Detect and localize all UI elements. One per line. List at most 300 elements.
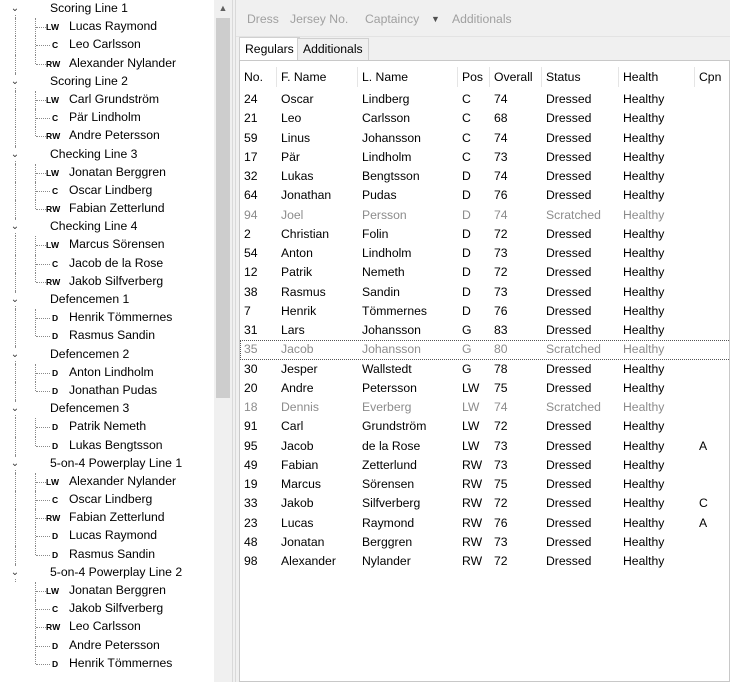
tree-player[interactable] — [0, 618, 214, 636]
tree-connector — [35, 55, 36, 64]
table-row[interactable] — [240, 437, 730, 456]
col-last-name-cell: de la Rose — [362, 438, 421, 453]
column-header-overall[interactable]: Overall — [494, 70, 533, 84]
position-badge: D — [52, 658, 59, 669]
position-badge: RW — [46, 622, 61, 633]
col-captaincy-cell — [695, 148, 699, 167]
column-header-status[interactable]: Status — [546, 70, 581, 84]
roster-toolbar — [236, 0, 730, 36]
tree-player[interactable] — [0, 327, 214, 345]
tree-group-label: 5-on-4 Powerplay Line 2 — [50, 564, 183, 579]
col-overall-cell: 78 — [494, 361, 508, 376]
column-divider[interactable] — [541, 67, 542, 87]
tree-connector — [35, 200, 36, 209]
column-divider[interactable] — [357, 67, 358, 87]
col-overall-cell: 76 — [494, 515, 508, 530]
column-header-captaincy[interactable]: Cpn — [699, 70, 722, 84]
tab-additionals[interactable]: Additionals — [297, 38, 369, 60]
tree-connector — [36, 555, 50, 556]
col-no-cell: 19 — [244, 477, 258, 491]
tree-connector — [15, 491, 16, 509]
tree-player[interactable] — [0, 182, 214, 200]
tree-player-name: Lukas Bengtsson — [69, 437, 163, 452]
tree-player[interactable] — [0, 364, 214, 382]
col-overall-cell: 75 — [494, 477, 508, 491]
position-badge: LW — [46, 586, 60, 596]
col-status-cell: Dressed — [546, 284, 592, 299]
col-pos-cell: LW — [462, 438, 480, 453]
col-pos-cell: RW — [462, 534, 483, 549]
tree-player[interactable] — [0, 255, 214, 273]
tree-connector — [15, 473, 16, 491]
col-overall-cell: 72 — [494, 496, 508, 511]
col-health-cell: Healthy — [623, 111, 665, 126]
table-row[interactable] — [240, 167, 730, 186]
tree-player-name: Lucas Raymond — [69, 528, 158, 543]
tree-group[interactable] — [0, 73, 214, 91]
table-row[interactable] — [240, 475, 730, 494]
tree-connector — [15, 418, 16, 436]
col-last-name-cell: Nemeth — [362, 265, 405, 280]
tree-player[interactable] — [0, 236, 214, 254]
table-row[interactable] — [240, 302, 730, 321]
col-first-name-cell: Patrik — [281, 265, 313, 280]
col-overall-cell: 72 — [494, 419, 508, 434]
col-pos-cell: C — [462, 130, 471, 145]
col-no-cell: 21 — [244, 111, 258, 126]
tree-connector — [15, 55, 16, 73]
table-row[interactable] — [240, 533, 730, 552]
tree-group[interactable] — [0, 291, 214, 309]
col-status-cell: Dressed — [546, 226, 592, 241]
tree-player[interactable] — [0, 273, 214, 291]
tree-group[interactable] — [0, 564, 214, 582]
tree-player-name: Jonathan Pudas — [69, 382, 158, 397]
col-last-name-cell: Silfverberg — [362, 496, 421, 511]
position-badge: RW — [46, 276, 61, 287]
captaincy-dropdown-caret-icon[interactable]: ▼ — [431, 14, 440, 24]
tree-player[interactable] — [0, 637, 214, 655]
position-badge: LW — [46, 240, 60, 251]
table-row[interactable] — [240, 456, 730, 475]
tree-player-name: Oscar Lindberg — [69, 492, 153, 507]
col-first-name-cell: Jonathan — [281, 188, 332, 203]
col-last-name-cell: Johansson — [362, 130, 421, 145]
tree-player-name: Alexander Nylander — [69, 473, 177, 488]
column-header-no[interactable]: No. — [244, 70, 263, 84]
col-status-cell: Dressed — [546, 554, 592, 568]
position-badge: D — [52, 313, 59, 324]
roster-grid — [239, 60, 730, 682]
column-header-pos[interactable]: Pos — [462, 70, 484, 84]
col-status-cell: Dressed — [546, 457, 592, 472]
col-no-cell: 12 — [244, 265, 258, 280]
col-health-cell: Healthy — [623, 342, 665, 357]
tree-player[interactable] — [0, 437, 214, 455]
col-status-cell: Dressed — [546, 438, 592, 453]
col-overall-cell: 76 — [494, 303, 508, 318]
tree-group[interactable] — [0, 146, 214, 164]
position-badge: D — [52, 385, 59, 396]
col-overall-cell: 73 — [494, 246, 508, 260]
table-row[interactable] — [240, 206, 730, 225]
col-pos-cell: D — [462, 246, 471, 260]
tree-player[interactable] — [0, 18, 214, 36]
col-captaincy-cell — [695, 456, 699, 475]
col-captaincy-cell — [695, 225, 699, 244]
tree-player[interactable] — [0, 382, 214, 400]
col-health-cell: Healthy — [623, 361, 665, 376]
col-no-cell: 35 — [244, 342, 258, 357]
col-status-cell: Dressed — [546, 515, 592, 530]
tree-player-name: Henrik Tömmernes — [69, 310, 173, 325]
col-pos-cell: D — [462, 207, 471, 222]
col-status-cell: Dressed — [546, 265, 592, 280]
col-status-cell: Dressed — [546, 111, 592, 126]
tree-connector — [15, 382, 16, 400]
col-pos-cell: G — [462, 342, 472, 357]
tree-connector — [36, 609, 50, 610]
col-first-name-cell: Rasmus — [281, 284, 326, 299]
tree-connector — [35, 327, 36, 336]
expand-chevron-icon[interactable]: ⌄ — [10, 348, 20, 360]
tree-connector — [15, 309, 16, 327]
col-last-name-cell: Johansson — [362, 323, 421, 337]
tree-connector — [35, 546, 36, 555]
col-no-cell: 24 — [244, 92, 258, 106]
tree-connector — [15, 200, 16, 218]
position-badge: RW — [46, 131, 61, 142]
tree-connector — [36, 136, 46, 137]
tree-connector — [36, 100, 46, 101]
tree-connector — [36, 427, 50, 428]
col-first-name-cell: Jacob — [281, 438, 314, 453]
col-first-name-cell: Henrik — [281, 303, 317, 318]
col-first-name-cell: Pär — [281, 149, 300, 164]
table-row[interactable] — [240, 417, 730, 436]
table-row[interactable] — [240, 340, 730, 359]
table-row[interactable] — [240, 263, 730, 282]
position-badge: D — [52, 367, 59, 378]
col-first-name-cell: Jacob — [281, 342, 314, 357]
column-header-last-name[interactable]: L. Name — [362, 70, 409, 84]
tree-connector — [36, 45, 50, 46]
col-captaincy-cell — [695, 340, 699, 359]
col-first-name-cell: Linus — [281, 130, 311, 145]
col-captaincy-cell — [695, 398, 699, 417]
tree-connector — [35, 437, 36, 446]
tree-player-name: Fabian Zetterlund — [69, 201, 165, 216]
col-health-cell: Healthy — [623, 284, 665, 299]
table-row[interactable] — [240, 514, 730, 533]
tree-player-name: Alexander Nylander — [69, 55, 177, 70]
col-overall-cell: 68 — [494, 111, 508, 126]
col-first-name-cell: Marcus — [281, 477, 321, 491]
col-overall-cell: 72 — [494, 265, 508, 280]
col-captaincy-cell — [695, 244, 699, 263]
col-no-cell: 49 — [244, 457, 258, 472]
tree-connector — [15, 236, 16, 254]
roster-pane — [236, 0, 730, 682]
table-row[interactable] — [240, 283, 730, 302]
tree-group[interactable] — [0, 218, 214, 236]
captaincy-button[interactable]: Captaincy — [365, 12, 420, 26]
table-row[interactable] — [240, 109, 730, 128]
tree-player-name: Jonatan Berggren — [69, 164, 166, 179]
col-first-name-cell: Anton — [281, 246, 313, 260]
column-divider[interactable] — [276, 67, 277, 87]
tree-group[interactable] — [0, 455, 214, 473]
tree-player[interactable] — [0, 91, 214, 109]
col-captaincy-cell — [695, 475, 699, 494]
tree-player[interactable] — [0, 164, 214, 182]
position-badge: RW — [46, 204, 61, 215]
table-row[interactable] — [240, 398, 730, 417]
tree-connector — [36, 518, 46, 519]
tree-connector — [36, 173, 46, 174]
col-no-cell: 54 — [244, 246, 258, 260]
col-status-cell: Dressed — [546, 496, 592, 511]
tree-player-name: Jakob Silfverberg — [69, 601, 164, 616]
tree-connector — [36, 664, 50, 665]
col-last-name-cell: Grundström — [362, 419, 427, 434]
tree-connector — [15, 527, 16, 545]
col-no-cell: 48 — [244, 534, 258, 549]
col-captaincy-cell — [695, 283, 699, 302]
tree-player[interactable] — [0, 509, 214, 527]
col-captaincy-cell — [695, 206, 699, 225]
tree-player-name: Leo Carlsson — [69, 619, 141, 634]
column-header-health[interactable]: Health — [623, 70, 659, 84]
expand-chevron-icon[interactable]: ⌄ — [10, 294, 20, 305]
position-badge: D — [52, 531, 59, 542]
tree-player-name: Jonatan Berggren — [69, 583, 166, 597]
table-row[interactable] — [240, 148, 730, 167]
col-captaincy-cell — [695, 321, 699, 340]
expand-chevron-icon[interactable]: ⌄ — [10, 403, 20, 415]
table-row[interactable] — [240, 321, 730, 340]
tree-connector — [36, 318, 50, 319]
tree-group-label: Scoring Line 2 — [50, 73, 128, 88]
col-last-name-cell: Wallstedt — [362, 361, 412, 376]
col-health-cell: Healthy — [623, 226, 665, 241]
col-captaincy-cell: A — [699, 515, 708, 530]
position-badge: C — [52, 604, 59, 615]
col-status-cell: Dressed — [546, 92, 592, 106]
grid-header — [240, 67, 730, 87]
col-no-cell: 33 — [244, 496, 258, 511]
table-row[interactable] — [240, 552, 730, 571]
tree-connector — [15, 364, 16, 382]
tree-player[interactable] — [0, 473, 214, 491]
tree-connector — [36, 500, 50, 501]
col-health-cell: Healthy — [623, 477, 665, 491]
tree-player[interactable] — [0, 127, 214, 145]
tree-connector — [36, 591, 46, 592]
col-health-cell: Healthy — [623, 149, 665, 164]
col-pos-cell: C — [462, 149, 471, 164]
table-row[interactable] — [240, 186, 730, 205]
table-row[interactable] — [240, 379, 730, 398]
tree-player-name: Andre Petersson — [69, 128, 160, 143]
col-last-name-cell: Nylander — [362, 554, 411, 568]
col-no-cell: 94 — [244, 207, 258, 222]
tree-player[interactable] — [0, 55, 214, 73]
tree-player[interactable] — [0, 546, 214, 564]
tree-player[interactable] — [0, 309, 214, 327]
tree-connector — [36, 118, 50, 119]
col-last-name-cell: Sörensen — [362, 477, 415, 491]
tree-player[interactable] — [0, 109, 214, 127]
tree-connector — [36, 336, 50, 337]
jersey-no-button[interactable]: Jersey No. — [290, 12, 349, 26]
expand-chevron-icon[interactable]: ⌄ — [10, 457, 20, 469]
scrollbar-thumb[interactable] — [216, 18, 230, 398]
column-header-first-name[interactable]: F. Name — [281, 70, 327, 84]
col-status-cell: Dressed — [546, 419, 592, 434]
tree-player-name: Leo Carlsson — [69, 37, 141, 52]
col-pos-cell: C — [462, 111, 471, 126]
col-first-name-cell: Jonatan — [281, 534, 325, 549]
col-status-cell: Dressed — [546, 169, 592, 183]
tree-player[interactable] — [0, 582, 214, 600]
tree-connector — [36, 27, 46, 28]
col-last-name-cell: Lindholm — [362, 246, 412, 260]
col-pos-cell: LW — [462, 419, 480, 434]
tree-connector — [36, 64, 46, 65]
col-health-cell: Healthy — [623, 92, 665, 106]
expand-chevron-icon[interactable]: ⌄ — [10, 3, 20, 14]
tree-connector — [35, 273, 36, 282]
table-row[interactable] — [240, 90, 730, 109]
column-divider[interactable] — [618, 67, 619, 87]
col-captaincy-cell — [695, 379, 699, 398]
tree-connector — [35, 127, 36, 136]
tree-group[interactable] — [0, 0, 214, 18]
tree-connector — [35, 655, 36, 664]
col-health-cell: Healthy — [623, 323, 665, 337]
position-badge: D — [52, 422, 59, 433]
tree-player-name: Lucas Raymond — [69, 19, 158, 34]
tree-player[interactable] — [0, 527, 214, 545]
table-row[interactable] — [240, 360, 730, 379]
tree-player-name: Andre Petersson — [69, 637, 160, 652]
col-status-cell: Scratched — [546, 207, 601, 222]
position-badge: D — [52, 440, 59, 451]
tree-connector — [36, 209, 46, 210]
col-health-cell: Healthy — [623, 380, 665, 395]
expand-chevron-icon[interactable]: ⌄ — [10, 75, 20, 87]
col-pos-cell: D — [462, 303, 471, 318]
table-row[interactable] — [240, 244, 730, 263]
tree-player[interactable] — [0, 418, 214, 436]
col-last-name-cell: Lindberg — [362, 92, 410, 106]
col-captaincy-cell: C — [699, 496, 708, 511]
col-no-cell: 30 — [244, 361, 258, 376]
col-first-name-cell: Leo — [281, 111, 302, 126]
tree-scrollbar[interactable] — [214, 0, 232, 682]
col-no-cell: 64 — [244, 188, 258, 203]
tree-group-label: Defencemen 3 — [50, 401, 130, 416]
tree-player-name: Jakob Silfverberg — [69, 273, 164, 288]
dress-button[interactable]: Dress — [247, 12, 279, 26]
col-pos-cell: D — [462, 188, 471, 203]
col-no-cell: 2 — [244, 226, 251, 241]
table-row[interactable] — [240, 225, 730, 244]
tree-player-name: Henrik Tömmernes — [69, 655, 173, 670]
tree-player[interactable] — [0, 600, 214, 618]
tab-regulars[interactable]: Regulars — [239, 37, 300, 60]
tree-player-name: Carl Grundström — [69, 91, 160, 106]
tree-player[interactable] — [0, 200, 214, 218]
expand-chevron-icon[interactable]: ⌄ — [10, 148, 20, 160]
col-pos-cell: C — [462, 92, 471, 106]
table-row[interactable] — [240, 494, 730, 513]
col-captaincy-cell: A — [699, 438, 708, 453]
col-overall-cell: 73 — [494, 284, 508, 299]
tree-connector — [15, 255, 16, 273]
col-pos-cell: LW — [462, 400, 480, 414]
col-overall-cell: 73 — [494, 438, 508, 453]
column-divider[interactable] — [457, 67, 458, 87]
col-overall-cell: 83 — [494, 323, 508, 337]
col-first-name-cell: Andre — [281, 380, 314, 395]
col-overall-cell: 74 — [494, 207, 508, 222]
expand-chevron-icon[interactable]: ⌄ — [10, 566, 20, 578]
col-captaincy-cell — [695, 167, 699, 186]
col-captaincy-cell — [695, 109, 699, 128]
tree-connector — [36, 646, 50, 647]
table-row[interactable] — [240, 129, 730, 148]
tree-connector — [35, 382, 36, 391]
scroll-up-arrow-icon[interactable]: ▲ — [218, 3, 228, 13]
col-captaincy-cell — [695, 263, 699, 282]
col-last-name-cell: Berggren — [362, 534, 413, 549]
tree-player[interactable] — [0, 491, 214, 509]
col-status-cell: Scratched — [546, 342, 601, 357]
tree-connector — [15, 546, 16, 564]
col-first-name-cell: Lukas — [281, 169, 314, 183]
tree-connector — [15, 164, 16, 182]
tree-player[interactable] — [0, 655, 214, 673]
tree-player-name: Pär Lindholm — [69, 110, 141, 125]
col-first-name-cell: Jesper — [281, 361, 318, 376]
col-first-name-cell: Christian — [281, 226, 330, 241]
col-pos-cell: G — [462, 323, 472, 337]
col-last-name-cell: Everberg — [362, 400, 412, 414]
col-last-name-cell: Raymond — [362, 515, 415, 530]
tree-player-name: Oscar Lindberg — [69, 182, 153, 197]
tree-player[interactable] — [0, 36, 214, 54]
additionals-button[interactable]: Additionals — [452, 12, 512, 26]
position-badge: LW — [46, 167, 60, 178]
tree-group[interactable] — [0, 346, 214, 364]
expand-chevron-icon[interactable]: ⌄ — [10, 221, 20, 233]
col-health-cell: Healthy — [623, 246, 665, 260]
col-status-cell: Dressed — [546, 477, 592, 491]
col-overall-cell: 72 — [494, 554, 508, 568]
tree-group[interactable] — [0, 400, 214, 418]
tree-player-name: Jacob de la Rose — [69, 255, 164, 270]
column-divider[interactable] — [489, 67, 490, 87]
grid-body — [240, 90, 730, 571]
column-divider[interactable] — [694, 67, 695, 87]
tree-connector — [15, 18, 16, 36]
col-no-cell: 31 — [244, 323, 258, 337]
tree-connector — [15, 109, 16, 127]
col-status-cell: Dressed — [546, 149, 592, 164]
position-badge: RW — [46, 513, 61, 524]
